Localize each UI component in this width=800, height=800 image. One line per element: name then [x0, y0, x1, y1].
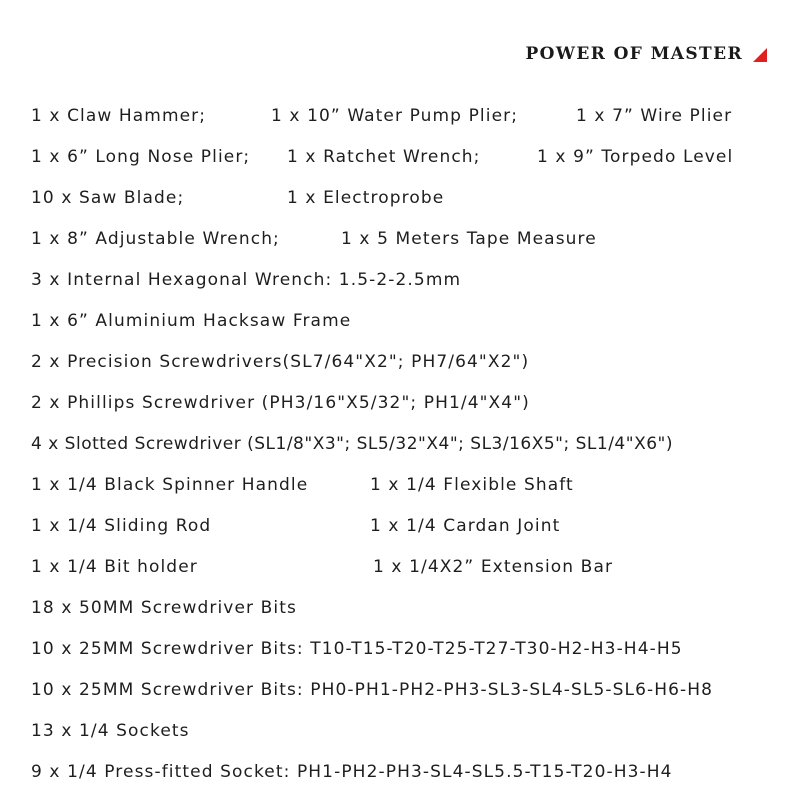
tool-item: 10 x 25MM Screwdriver Bits: PH0-PH1-PH2-PH3-SL3-SL4-SL5-SL6-H6-H8 [31, 680, 714, 700]
tool-item: 1 x 5 Meters Tape Measure [341, 229, 597, 249]
list-item [31, 588, 791, 629]
tool-item: 13 x 1/4 Sockets [31, 721, 190, 741]
tool-item: 1 x 1/4 Sliding Rod [31, 516, 212, 536]
list-item [31, 629, 791, 670]
tool-item: 3 x Internal Hexagonal Wrench: 1.5-2-2.5mm [31, 270, 462, 290]
list-item [31, 96, 791, 137]
red-triangle-icon [753, 48, 767, 62]
tool-item: 1 x 9” Torpedo Level [537, 147, 734, 167]
tool-item: 10 x Saw Blade; [31, 188, 185, 208]
brand-title: POWER OF MASTER [525, 44, 743, 64]
tool-item: 1 x 10” Water Pump Plier; [271, 106, 519, 126]
tool-item: 1 x 1/4 Black Spinner Handle [31, 475, 309, 495]
tool-item: 1 x 6” Long Nose Plier; [31, 147, 251, 167]
list-item [31, 219, 791, 260]
list-item [31, 752, 791, 793]
list-item [31, 670, 791, 711]
list-item [31, 342, 791, 383]
brand-header [525, 44, 767, 64]
tool-item: 1 x 8” Adjustable Wrench; [31, 229, 280, 249]
tool-item: 1 x 6” Aluminium Hacksaw Frame [31, 311, 352, 331]
tool-item: 1 x 1/4 Bit holder [31, 557, 198, 577]
tool-item: 1 x Ratchet Wrench; [287, 147, 481, 167]
tool-list [31, 96, 791, 793]
tool-item: 2 x Precision Screwdrivers(SL7/64"X2"; PH7/64"X2") [31, 352, 530, 372]
list-item [31, 137, 791, 178]
tool-item: 18 x 50MM Screwdriver Bits [31, 598, 297, 618]
tool-item: 1 x 7” Wire Plier [576, 106, 733, 126]
tool-item: 1 x Claw Hammer; [31, 106, 207, 126]
tool-item: 4 x Slotted Screwdriver (SL1/8"X3"; SL5/32"X4"; SL3/16X5"; SL1/4"X6") [31, 434, 673, 454]
list-item [31, 301, 791, 342]
list-item [31, 711, 791, 752]
tool-item: 9 x 1/4 Press-fitted Socket: PH1-PH2-PH3-SL4-SL5.5-T15-T20-H3-H4 [31, 762, 673, 782]
list-item [31, 424, 791, 465]
list-item [31, 383, 791, 424]
tool-item: 10 x 25MM Screwdriver Bits: T10-T15-T20-T25-T27-T30-H2-H3-H4-H5 [31, 639, 683, 659]
list-item [31, 260, 791, 301]
tool-item: 1 x 1/4 Cardan Joint [370, 516, 561, 536]
tool-item: 1 x Electroprobe [287, 188, 445, 208]
tool-item: 1 x 1/4X2” Extension Bar [373, 557, 614, 577]
list-item [31, 506, 791, 547]
tool-item: 1 x 1/4 Flexible Shaft [370, 475, 574, 495]
list-item [31, 465, 791, 506]
list-item [31, 547, 791, 588]
list-item [31, 178, 791, 219]
tool-item: 2 x Phillips Screwdriver (PH3/16"X5/32"; PH1/4"X4") [31, 393, 530, 413]
